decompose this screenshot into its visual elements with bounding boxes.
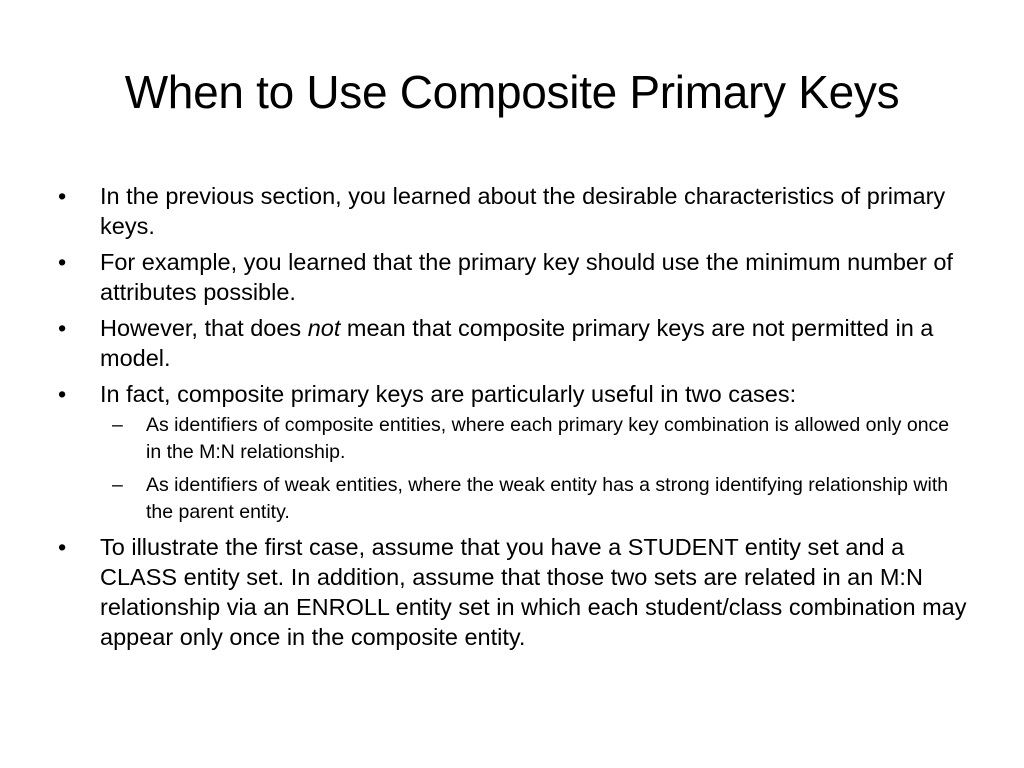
bullet-text-after: mean that composite primary keys are not permitted in a model. bbox=[100, 315, 934, 371]
bullet-text-before: However, that does bbox=[100, 315, 308, 341]
bullet-text-emphasis: not bbox=[307, 315, 341, 341]
bullet-marker: • bbox=[58, 381, 67, 407]
sub-bullet-marker: – bbox=[112, 414, 123, 436]
sub-bullet-marker: – bbox=[112, 474, 123, 496]
slide-title: When to Use Composite Primary Keys bbox=[124, 66, 900, 118]
bullet-item bbox=[58, 532, 968, 652]
bullet-text: In fact, composite primary keys are particularly useful in two cases: bbox=[100, 381, 797, 407]
bullet-list bbox=[58, 181, 968, 658]
bullet-text: To illustrate the first case, assume that you have a STUDENT entity set and a CLASS entity set. In addition, assume that those two sets are related in an M:N relationship via an ENROLL entity set in which each student/class combination may appear only once in the composite entity. bbox=[100, 534, 967, 650]
bullet-item bbox=[58, 313, 968, 373]
bullet-marker: • bbox=[58, 183, 67, 209]
bullet-marker: • bbox=[58, 249, 67, 275]
bullet-item bbox=[58, 379, 968, 526]
bullet-marker: • bbox=[58, 534, 67, 560]
sub-bullet-item bbox=[100, 412, 968, 466]
bullet-item bbox=[58, 247, 968, 307]
bullet-item bbox=[58, 181, 968, 241]
bullet-marker: • bbox=[58, 315, 67, 341]
bullet-text: In the previous section, you learned about the desirable characteristics of primary keys. bbox=[100, 183, 946, 239]
sub-bullet-list bbox=[100, 412, 968, 526]
sub-bullet-text: As identifiers of composite entities, where each primary key combination is allowed only once in the M:N relationship. bbox=[146, 414, 950, 463]
bullet-text: For example, you learned that the primary key should use the minimum number of attributes possible. bbox=[100, 249, 953, 305]
sub-bullet-item bbox=[100, 472, 968, 526]
sub-bullet-text: As identifiers of weak entities, where the weak entity has a strong identifying relationship with the parent entity. bbox=[146, 474, 949, 523]
